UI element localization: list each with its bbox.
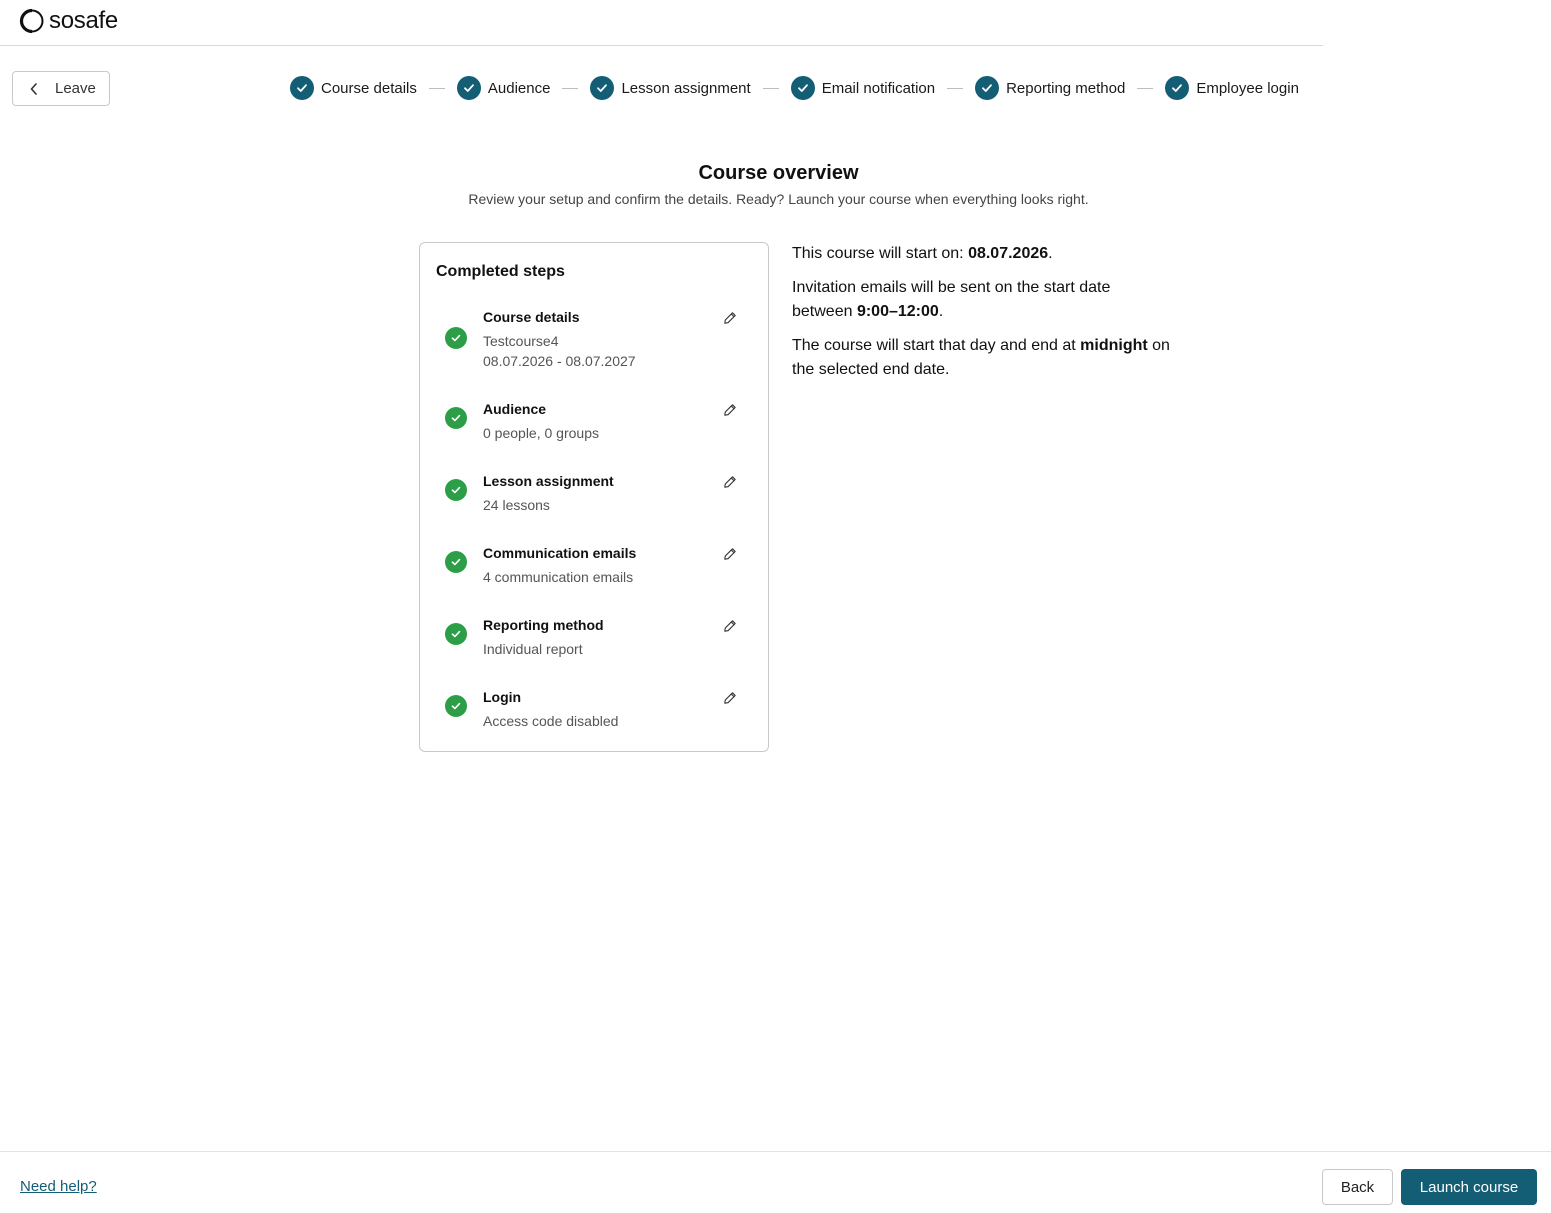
leave-button[interactable] xyxy=(12,71,110,106)
card-title: Completed steps xyxy=(436,263,565,280)
completed-steps-card xyxy=(419,242,769,752)
end-time-value: midnight xyxy=(1080,337,1148,354)
edit-pencil-icon[interactable] xyxy=(722,690,738,706)
summary-item-detail: Testcourse4 xyxy=(483,333,559,349)
chevron-left-icon xyxy=(29,83,39,95)
check-circle-icon xyxy=(445,407,467,429)
invitation-info xyxy=(792,276,1172,324)
summary-item-title: Lesson assignment xyxy=(483,473,614,489)
need-help-link[interactable]: Need help? xyxy=(20,1178,97,1195)
summary-item-title: Communication emails xyxy=(483,545,637,561)
info-text: . xyxy=(1048,245,1053,262)
edit-pencil-icon[interactable] xyxy=(722,402,738,418)
step-divider xyxy=(763,88,779,89)
step-label: Audience xyxy=(487,79,551,97)
end-info xyxy=(792,334,1172,382)
summary-item-detail: 24 lessons xyxy=(483,497,550,513)
summary-item-title: Audience xyxy=(483,401,547,417)
step-divider xyxy=(947,88,963,89)
step-divider xyxy=(562,88,578,89)
summary-item-title: Course details xyxy=(483,309,580,325)
step-label: Course details xyxy=(321,79,417,97)
summary-item-detail: Individual report xyxy=(483,641,583,657)
page-subtitle: Review your setup and confirm the details. Ready? Launch your course when everything looks right. xyxy=(468,191,1089,207)
step-audience[interactable] xyxy=(457,76,551,100)
check-icon xyxy=(1165,76,1189,100)
check-icon xyxy=(457,76,481,100)
check-circle-icon xyxy=(445,623,467,645)
step-divider xyxy=(1137,88,1153,89)
summary-item-detail: 0 people, 0 groups xyxy=(483,425,599,441)
edit-pencil-icon[interactable] xyxy=(722,474,738,490)
summary-item-detail: 08.07.2026 - 08.07.2027 xyxy=(483,353,636,369)
check-icon xyxy=(290,76,314,100)
summary-item-detail: 4 communication emails xyxy=(483,569,634,585)
step-divider xyxy=(429,88,445,89)
sosafe-logo-icon xyxy=(19,8,45,34)
check-icon xyxy=(975,76,999,100)
summary-item-title: Login xyxy=(483,689,522,705)
info-text: on the selected end date. xyxy=(792,337,1170,378)
brand-logo xyxy=(19,7,118,35)
footer-bar xyxy=(0,1151,1551,1213)
info-text: Invitation emails will be sent on the start date between xyxy=(792,279,1111,320)
edit-pencil-icon[interactable] xyxy=(722,310,738,326)
step-label: Email notification xyxy=(821,79,936,97)
step-employee-login[interactable] xyxy=(1165,76,1299,100)
step-lesson-assignment[interactable] xyxy=(590,76,750,100)
edit-pencil-icon[interactable] xyxy=(722,546,738,562)
progress-stepper xyxy=(290,76,1299,100)
info-text: . xyxy=(938,303,944,320)
check-icon xyxy=(791,76,815,100)
step-label: Reporting method xyxy=(1006,79,1126,97)
invite-window-value: 9:00–12:00 xyxy=(856,303,939,320)
summary-item-title: Reporting method xyxy=(483,617,604,633)
back-button[interactable]: Back xyxy=(1322,1169,1393,1205)
page-title: Course overview xyxy=(698,162,859,184)
leave-button-label: Leave xyxy=(55,80,96,97)
step-label: Employee login xyxy=(1196,79,1299,97)
edit-pencil-icon[interactable] xyxy=(722,618,738,634)
start-date-value: 08.07.2026 xyxy=(968,245,1049,262)
check-circle-icon xyxy=(445,695,467,717)
step-reporting-method[interactable] xyxy=(975,76,1125,100)
summary-item-detail: Access code disabled xyxy=(483,713,619,729)
step-label: Lesson assignment xyxy=(621,79,751,97)
top-bar xyxy=(0,0,1323,46)
check-circle-icon xyxy=(445,479,467,501)
start-date-info xyxy=(792,242,1172,266)
info-text: This course will start on: xyxy=(792,245,969,262)
check-circle-icon xyxy=(445,327,467,349)
step-course-details[interactable] xyxy=(290,76,417,100)
launch-course-button[interactable]: Launch course xyxy=(1401,1169,1537,1205)
info-text: The course will start that day and end at xyxy=(792,337,1081,354)
check-circle-icon xyxy=(445,551,467,573)
brand-name: sosafe xyxy=(49,7,118,34)
check-icon xyxy=(590,76,614,100)
step-email-notification[interactable] xyxy=(791,76,935,100)
